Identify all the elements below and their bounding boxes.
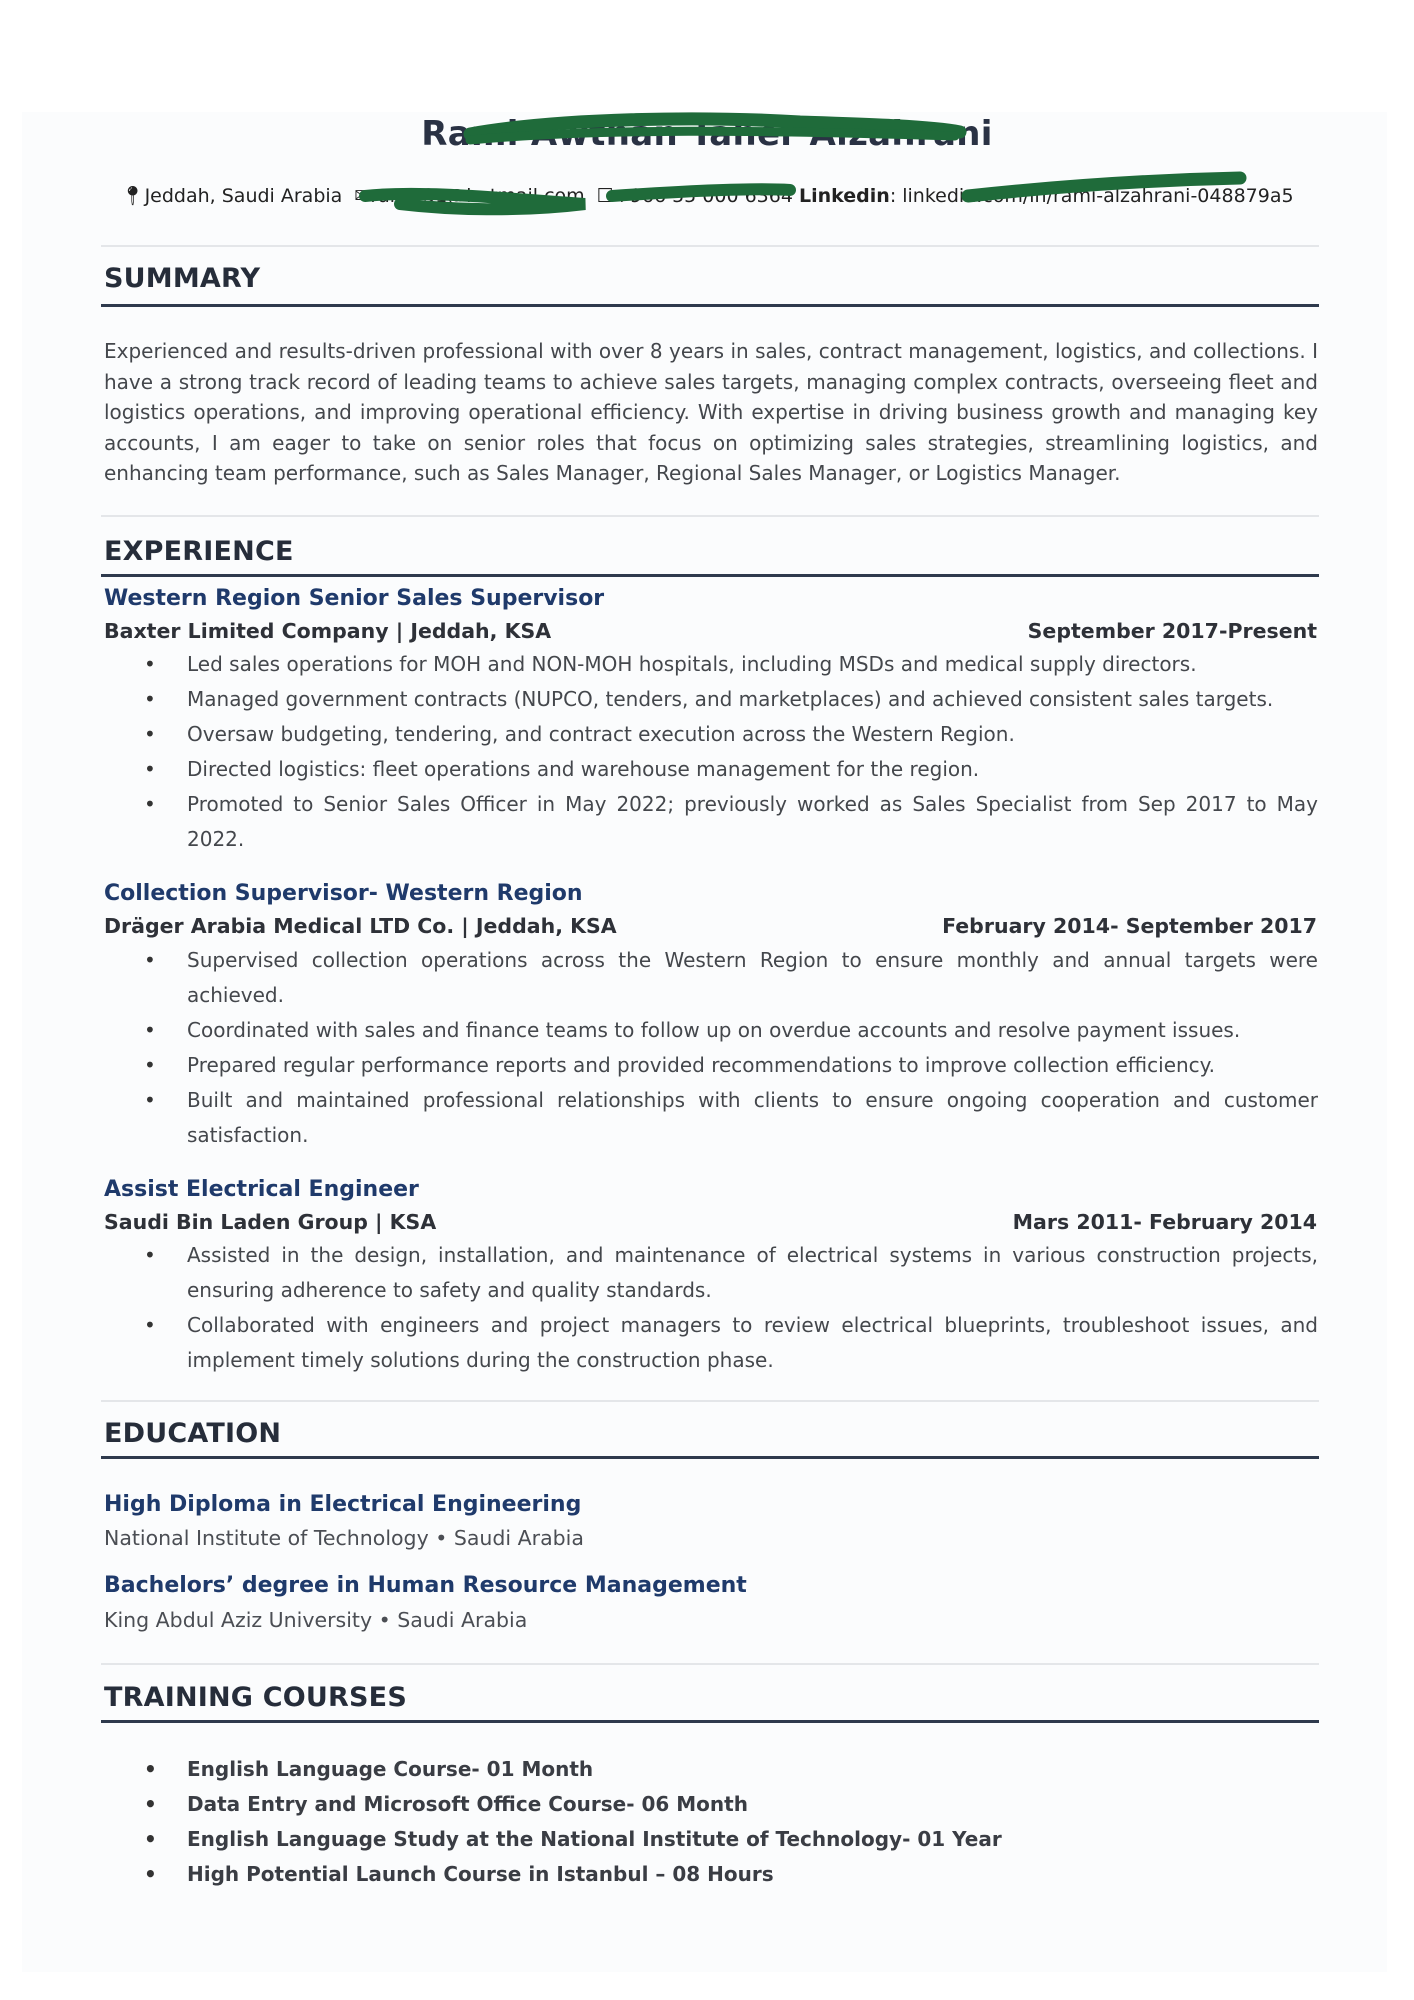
email[interactable]: rami_31@hotmail.com [370,185,585,207]
list-item: • Assisted in the design, installation, and maintenance of electrical systems in various construction projects, ensuring adherence to safety and quality standards. [104,1238,1318,1308]
list-item: • Prepared regular performance reports and provided recommendations to improve collection efficiency. [104,1048,1318,1083]
job-dates: September 2017-Present [1027,619,1317,643]
list-item: • Promoted to Senior Sales Officer in May 2022; previously worked as Sales Specialist from Sep 2017 to May 2022. [104,787,1318,857]
job-company: Dräger Arabia Medical LTD Co. | Jeddah, KSA [104,914,617,938]
job-title: Collection Supervisor- Western Region [104,881,583,906]
section-title-training: TRAINING COURSES [104,1682,407,1713]
phone: +966 55 000 6364 [613,185,793,207]
job-bullets [104,1238,1318,1378]
list-item: • Data Entry and Microsoft Office Course- 06 Month [104,1787,1318,1822]
section-rule [101,304,1319,307]
section-title-education: EDUCATION [104,1418,282,1449]
candidate-name: Rami Awthan Taher Alzahrani [421,114,993,154]
section-title-experience: EXPERIENCE [104,536,294,567]
job-company-row [104,1210,1317,1234]
job-company-row [104,619,1317,643]
list-item: • Coordinated with sales and finance teams to follow up on overdue accounts and resolve payment issues. [104,1013,1318,1048]
list-item: • Built and maintained professional relationships with clients to ensure ongoing cooperation and customer satisfaction. [104,1083,1318,1153]
job-dates: February 2014- September 2017 [942,914,1317,938]
job-company-row [104,914,1317,938]
divider [101,1400,1319,1402]
training-list [104,1752,1318,1892]
list-item: • Directed logistics: fleet operations and warehouse management for the region. [104,752,1318,787]
job-company: Baxter Limited Company | Jeddah, KSA [104,619,552,643]
contact-line [0,184,1414,207]
section-title-summary: SUMMARY [104,263,261,294]
education-school: National Institute of Technology • Saudi Arabia [104,1526,584,1550]
list-item: • Supervised collection operations across the Western Region to ensure monthly and annual targets were achieved. [104,943,1318,1013]
phone-icon: ☐ [596,185,614,207]
education-degree: Bachelors’ degree in Human Resource Management [104,1573,747,1598]
job-bullets [104,943,1318,1153]
divider [101,1663,1319,1665]
linkedin-label: Linkedin [799,185,890,207]
section-rule [101,574,1319,577]
linkedin-url[interactable]: : linkedin.com/in/rami-alzahrani-048879a5 [889,185,1294,207]
list-item: • Collaborated with engineers and project managers to review electrical blueprints, troubleshoot issues, and implement timely solutions during the construction phase. [104,1308,1318,1378]
section-rule [101,1456,1319,1459]
job-dates: Mars 2011- February 2014 [1012,1210,1317,1234]
divider [101,515,1319,517]
list-item: • High Potential Launch Course in Istanbul – 08 Hours [104,1857,1318,1892]
location: Jeddah, Saudi Arabia [144,185,343,207]
list-item: • Managed government contracts (NUPCO, tenders, and marketplaces) and achieved consistent sales targets. [104,682,1318,717]
education-school: King Abdul Aziz University • Saudi Arabia [104,1608,528,1632]
list-item: • English Language Course- 01 Month [104,1752,1318,1787]
list-item: • Led sales operations for MOH and NON-MOH hospitals, including MSDs and medical supply directors. [104,647,1318,682]
job-title: Assist Electrical Engineer [104,1177,419,1202]
divider [101,245,1319,247]
location-pin-icon: 📍︎ [120,185,145,207]
education-degree: High Diploma in Electrical Engineering [104,1492,582,1517]
email-icon: ✉ [354,185,371,207]
list-item: • English Language Study at the National Institute of Technology- 01 Year [104,1822,1318,1857]
list-item: • Oversaw budgeting, tendering, and contract execution across the Western Region. [104,717,1318,752]
section-rule [101,1720,1319,1723]
summary-text: Experienced and results-driven professional with over 8 years in sales, contract management, logistics, and collections. I have a strong track record of leading teams to achieve sales targets, managing complex contracts, overseeing fleet and logistics operations, and improving operational efficiency. With expertise in driving business growth and managing key accounts, I am eager to take on senior roles that focus on optimizing sales strategies, streamlining logistics, and enhancing team performance, such as Sales Manager, Regional Sales Manager, or Logistics Manager. [104,339,1318,485]
job-company: Saudi Bin Laden Group | KSA [104,1210,437,1234]
job-bullets [104,647,1318,857]
job-title: Western Region Senior Sales Supervisor [104,586,605,611]
